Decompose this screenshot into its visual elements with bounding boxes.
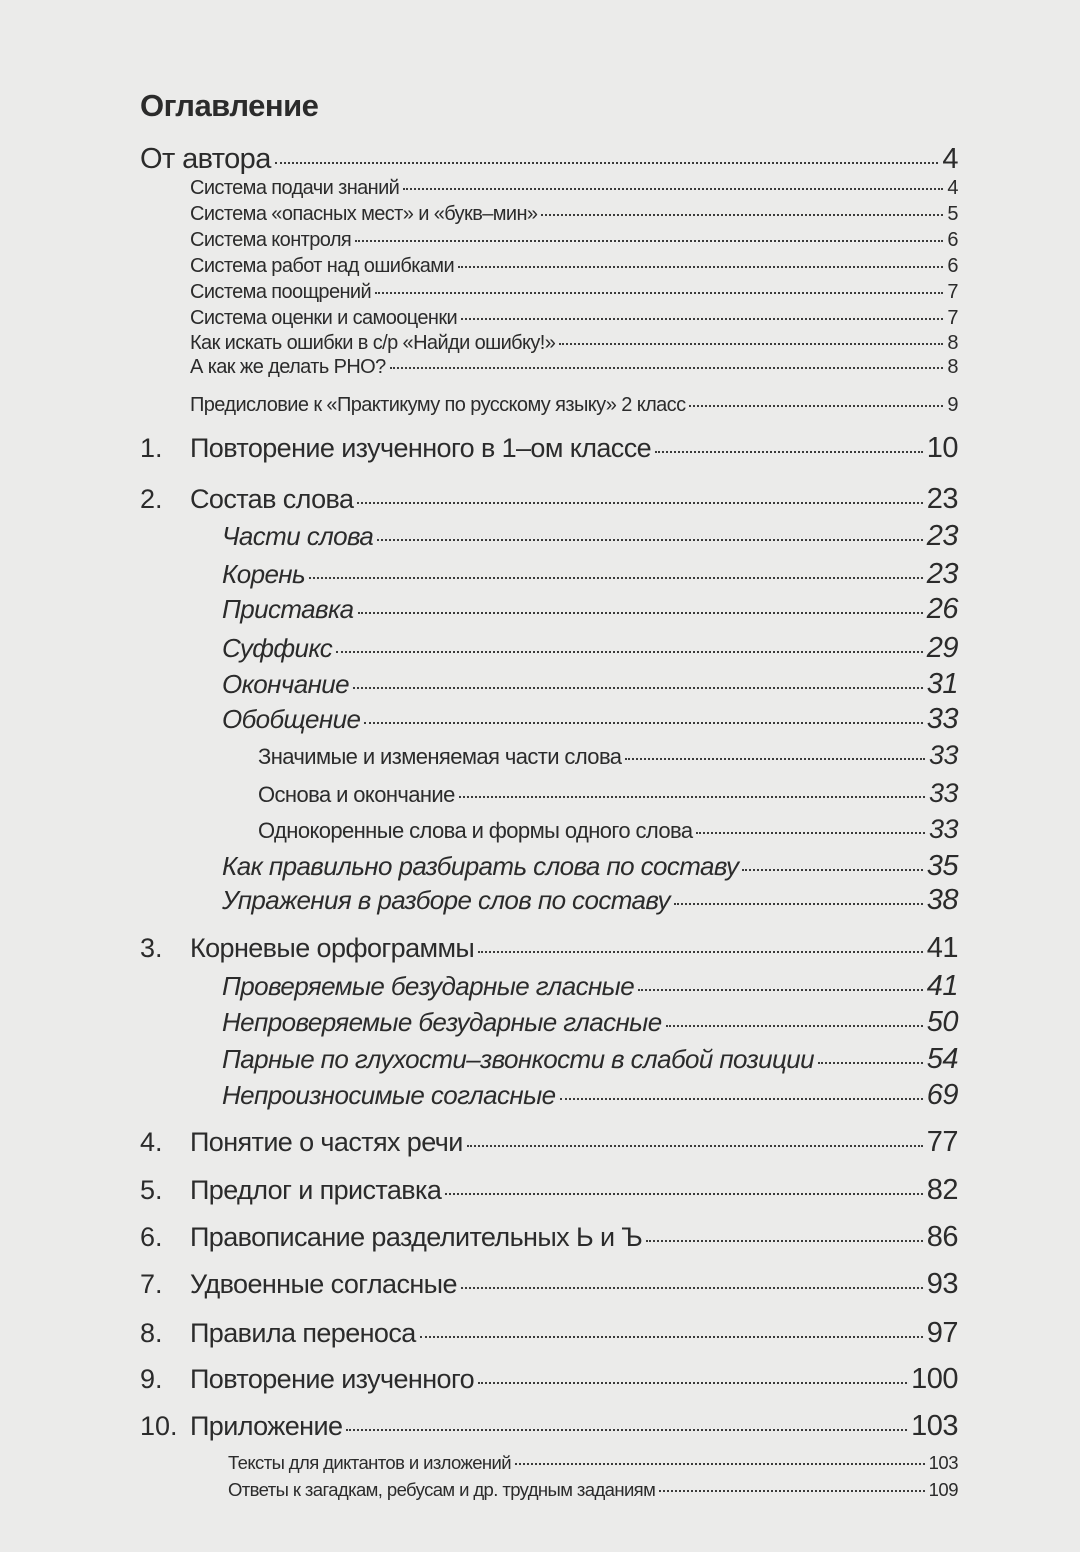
dot-leader — [625, 758, 925, 760]
dot-leader — [467, 1145, 923, 1147]
entry-number: 9. — [140, 1364, 163, 1394]
toc-entry — [140, 1317, 958, 1350]
entry-page-number: 8 — [947, 356, 958, 378]
entry-page-number: 6 — [947, 229, 958, 251]
entry-page-number: 29 — [926, 632, 958, 664]
entry-page-number: 5 — [947, 203, 958, 225]
toc-entry — [222, 703, 958, 736]
entry-page-number: 50 — [926, 1006, 958, 1038]
entry-page-number: 77 — [926, 1126, 958, 1158]
entry-label: Приставка — [222, 594, 354, 624]
entry-label: Приложение — [190, 1411, 343, 1441]
entry-label: Суффикс — [222, 633, 333, 663]
entry-label: Корень — [222, 559, 306, 589]
entry-label: Повторение изученного в 1–ом классе — [190, 433, 652, 463]
entry-label: Однокоренные слова и формы одного слова — [258, 818, 693, 843]
entry-page-number: 33 — [928, 740, 958, 770]
toc-entry — [258, 778, 958, 809]
dot-leader — [445, 1193, 922, 1195]
dot-leader — [559, 343, 943, 345]
entry-page-number: 109 — [928, 1479, 958, 1500]
toc-entry — [140, 143, 958, 176]
dot-leader — [357, 502, 922, 504]
entry-page-number: 8 — [947, 332, 958, 354]
entry-label: От автора — [140, 143, 271, 175]
dot-leader — [275, 162, 939, 164]
entry-page-number: 103 — [911, 1410, 958, 1442]
dot-leader — [818, 1062, 923, 1064]
entry-label: Система работ над ошибками — [190, 255, 455, 277]
entry-page-number: 26 — [926, 593, 958, 625]
toc-entry — [222, 632, 958, 665]
entry-number: 6. — [140, 1222, 163, 1252]
dot-leader — [309, 577, 923, 579]
entry-label: Как искать ошибки в с/р «Найди ошибку!» — [190, 332, 556, 354]
toc-entry — [222, 593, 958, 626]
dot-leader — [560, 1098, 923, 1100]
toc-entry — [140, 1221, 958, 1254]
entry-page-number: 82 — [926, 1174, 958, 1206]
dot-leader — [353, 687, 923, 689]
entry-page-number: 41 — [926, 932, 958, 964]
toc-entry — [222, 884, 958, 917]
toc-entry — [222, 1006, 958, 1039]
toc-entry — [258, 814, 958, 845]
toc-entry — [140, 932, 958, 965]
entry-page-number: 6 — [947, 255, 958, 277]
toc-entry — [222, 1079, 958, 1112]
entry-label: Предлог и приставка — [190, 1175, 442, 1205]
toc-entry — [190, 281, 958, 304]
dot-leader — [666, 1025, 923, 1027]
dot-leader — [375, 292, 943, 294]
toc-entry — [190, 332, 958, 355]
entry-label: Непроверяемые безударные гласные — [222, 1007, 662, 1037]
entry-label: Упражения в разборе слов по составу — [222, 885, 670, 915]
toc-entry — [190, 177, 958, 200]
toc-entry — [190, 394, 958, 417]
dot-leader — [646, 1240, 923, 1242]
entry-number: 1. — [140, 433, 163, 463]
entry-number: 10. — [140, 1411, 178, 1441]
entry-page-number: 33 — [928, 814, 958, 844]
toc-entry — [190, 229, 958, 252]
toc-entry — [258, 740, 958, 771]
entry-page-number: 93 — [926, 1268, 958, 1300]
dot-leader — [659, 1490, 924, 1492]
dot-leader — [364, 722, 922, 724]
entry-label: Правила переноса — [190, 1318, 416, 1348]
entry-page-number: 23 — [926, 520, 958, 552]
entry-label: Система «опасных мест» и «букв–мин» — [190, 203, 538, 225]
entry-page-number: 23 — [926, 483, 958, 515]
dot-leader — [355, 240, 943, 242]
entry-label: Значимые и изменяемая части слова — [258, 744, 622, 769]
dot-leader — [478, 951, 923, 953]
dot-leader — [461, 318, 943, 320]
entry-label: Корневые орфограммы — [190, 933, 475, 963]
entry-label: Система контроля — [190, 229, 352, 251]
entry-label: Обобщение — [222, 704, 361, 734]
page-title: Оглавление — [140, 88, 319, 123]
toc-entry — [140, 1174, 958, 1207]
entry-page-number: 23 — [926, 558, 958, 590]
entry-page-number: 97 — [926, 1317, 958, 1349]
entry-label: Парные по глухости–звонкости в слабой позиции — [222, 1044, 814, 1074]
dot-leader — [346, 1429, 907, 1431]
entry-number: 5. — [140, 1175, 163, 1205]
dot-leader — [742, 869, 922, 871]
dot-leader — [696, 832, 924, 834]
entry-label: Повторение изученного — [190, 1364, 475, 1394]
entry-page-number: 31 — [926, 668, 958, 700]
entry-number: 2. — [140, 484, 163, 514]
entry-page-number: 33 — [926, 703, 958, 735]
entry-label: Система оценки и самооценки — [190, 307, 458, 329]
entry-number: 7. — [140, 1269, 163, 1299]
dot-leader — [638, 989, 923, 991]
toc-entry — [228, 1452, 958, 1474]
entry-page-number: 4 — [942, 143, 958, 175]
entry-page-number: 7 — [947, 281, 958, 303]
entry-label: Окончание — [222, 669, 350, 699]
toc-entry — [222, 558, 958, 591]
dot-leader — [336, 651, 923, 653]
entry-page-number: 4 — [947, 177, 958, 199]
entry-label: Тексты для диктантов и изложений — [228, 1452, 511, 1473]
toc-entry — [190, 203, 958, 226]
toc-entry — [140, 1268, 958, 1301]
toc-entry — [190, 356, 958, 379]
entry-label: А как же делать РНО? — [190, 356, 386, 378]
dot-leader — [458, 266, 943, 268]
dot-leader — [358, 612, 923, 614]
entry-label: Система поощрений — [190, 281, 372, 303]
dot-leader — [403, 188, 943, 190]
entry-label: Удвоенные согласные — [190, 1269, 457, 1299]
entry-label: Предисловие к «Практикуму по русскому языку» 2 класс — [190, 394, 686, 416]
entry-label: Непроизносимые согласные — [222, 1080, 556, 1110]
toc-entry — [222, 520, 958, 553]
entry-label: Правописание разделительных Ь и Ъ — [190, 1222, 643, 1252]
dot-leader — [541, 214, 943, 216]
dot-leader — [655, 451, 923, 453]
toc-entry — [140, 1126, 958, 1159]
dot-leader — [674, 903, 923, 905]
entry-label: Понятие о частях речи — [190, 1127, 463, 1157]
toc-entry — [222, 850, 958, 883]
toc-entry — [222, 970, 958, 1003]
entry-page-number: 41 — [926, 970, 958, 1002]
dot-leader — [478, 1382, 907, 1384]
toc-entry — [228, 1479, 958, 1501]
entry-label: Части слова — [222, 521, 374, 551]
entry-page-number: 35 — [926, 850, 958, 882]
toc-entry — [222, 1043, 958, 1076]
toc-entry — [140, 483, 958, 516]
entry-number: 4. — [140, 1127, 163, 1157]
dot-leader — [459, 796, 925, 798]
entry-label: Проверяемые безударные гласные — [222, 971, 635, 1001]
entry-label: Как правильно разбирать слова по составу — [222, 851, 739, 881]
entry-page-number: 10 — [926, 432, 958, 464]
entry-page-number: 38 — [926, 884, 958, 916]
dot-leader — [420, 1336, 923, 1338]
entry-page-number: 7 — [947, 307, 958, 329]
toc-entry — [140, 432, 958, 465]
entry-label: Система подачи знаний — [190, 177, 400, 199]
entry-page-number: 86 — [926, 1221, 958, 1253]
toc-entry — [140, 1363, 958, 1396]
toc-entry — [140, 1410, 958, 1443]
entry-page-number: 33 — [928, 778, 958, 808]
dot-leader — [689, 405, 943, 407]
dot-leader — [515, 1463, 925, 1465]
dot-leader — [377, 539, 922, 541]
toc-entry — [190, 255, 958, 278]
dot-leader — [461, 1287, 923, 1289]
entry-label: Состав слова — [190, 484, 354, 514]
dot-leader — [390, 367, 944, 369]
entry-number: 3. — [140, 933, 163, 963]
entry-label: Основа и окончание — [258, 782, 455, 807]
entry-page-number: 100 — [911, 1363, 958, 1395]
toc-entry — [222, 668, 958, 701]
entry-page-number: 103 — [928, 1452, 958, 1473]
entry-page-number: 69 — [926, 1079, 958, 1111]
entry-number: 8. — [140, 1318, 163, 1348]
entry-label: Ответы к загадкам, ребусам и др. трудным заданиям — [228, 1479, 656, 1500]
toc-entry — [190, 307, 958, 330]
entry-page-number: 9 — [947, 394, 958, 416]
entry-page-number: 54 — [926, 1043, 958, 1075]
